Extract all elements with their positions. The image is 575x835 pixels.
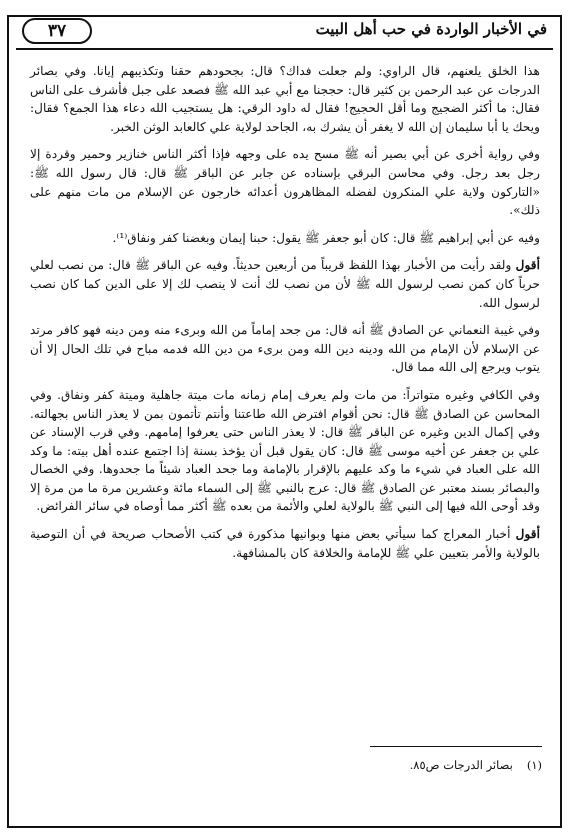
paragraph-text: وفي الكافي وغيره متواتراً: من مات ولم يعرف إمام زمانه مات ميتة جاهلية وميتة كفر ونفاق. وفي المحاسن عن الصادق ﷺ قال: نحن أقوام افترض الله طاعتنا وأنتم تأتمون بمن لا يعذر الناس بجهالته. وفي إكمال الدين وغيره عن الباقر ﷺ قال: لا يعذر الناس حتى يعرفوا إمامهم. وفي قرب الإسناد عن علي بن جعفر عن أخيه موسى ﷺ قال: كان يقول قبل أن يؤخذ بسنة إذا اجتمع عنده أهل بيته: ما وكد الله على العباد في شيء ما وكد عليهم بالإقرار بالإمامة وما جحد العباد شيئاً ما جحدوها. وفي الخصال والبصائر بسند معتبر عن الصادق ﷺ قال: عرج بالنبي ﷺ إلى السماء مائة وعشرين مرة ما من مرة إلا وقد أوحى الله فيها إلى النبي ﷺ بالولاية لعلي والأئمة من بعده ﷺ أكثر مما أوصاه في سائر الفرائض. bbox=[30, 387, 540, 514]
paragraph bbox=[30, 256, 540, 312]
paragraph-text: وفي رواية أخرى عن أبي بصير أنه ﷺ مسح يده على وجهه فإذا أكثر الناس خنازير وحمير وقردة إلا رجل بعد رجل. وفي محاسن البرقي بإسناده عن جابر عن الباقر ﷺ قال: قال رسول الله ﷺ: «التاركون ولاية علي المنكرون لفضله المظاهرون أعدائه خارجون عن الإسلام من مات منهم على ذلك». bbox=[30, 147, 540, 218]
paragraph bbox=[30, 62, 540, 136]
header-rule bbox=[16, 48, 553, 50]
footnote-text: بصائر الدرجات ص٨٥. bbox=[409, 758, 513, 772]
page-number: ٣٧ bbox=[22, 18, 92, 44]
paragraph-text: ولقد رأيت من الأخبار بهذا اللفظ قريباً من أربعين حديثاً. وفيه عن الباقر ﷺ قال: من نصب لعلي حرباً كان كمن نصب لرسول الله ﷺ لأن من نصب لك أنت لا ينصب لك إلا على الدين كما كان نصب لرسول الله. bbox=[30, 258, 540, 310]
footnote-mark: (١) bbox=[526, 758, 542, 772]
paragraph-text: وفيه عن أبي إبراهيم ﷺ قال: كان أبو جعفر ﷺ يقول: حبنا إيمان وبغضنا كفر ونفاق⁽¹⁾. bbox=[112, 230, 540, 245]
page-header bbox=[16, 18, 555, 48]
header-title: في الأخبار الواردة في حب أهل البيت bbox=[315, 20, 547, 38]
paragraph bbox=[30, 321, 540, 377]
paragraph-text: وفي غيبة النعماني عن الصادق ﷺ أنه قال: من جحد إماماً من الله وبرىء منه ومن دينه فهو كافر مرتد عن الإسلام لأن الإمام من الله ودينه دين الله ومن برىء من دين الله فدمه مباح في تلك الحال إلا أن يتوب ويرجع إلى الله مما قال. bbox=[30, 323, 540, 375]
paragraph-lead: أقول bbox=[515, 258, 540, 273]
page-body bbox=[30, 62, 540, 564]
footnote-rule bbox=[370, 746, 542, 747]
paragraph-text: هذا الخلق يلعنهم، قال الراوي: ولم جعلت فداك؟ قال: بجحودهم حقنا وتكذيبهم إيانا. وفي بصائر الدرجات عن عبد الرحمن بن كثير قال: حججنا مع أبي عبد الله ﷺ فصعد على جبل فأشرف على الناس فقال: ما أكثر الضجيج وما أقل الحجيج! فقال له داود الرقي: هل يستجيب الله دعاء هذا الجمع؟ فقال: ويحك يا أبا سليمان إن الله لا يغفر أن يشرك به، الجاحد لولاية علي كالعابد الوثن الخبر. bbox=[30, 64, 540, 134]
paragraph bbox=[30, 525, 540, 562]
paragraph bbox=[30, 229, 540, 248]
paragraph-text: أخبار المعراج كما سيأتي بعض منها وبوانيها مذكورة في كتب الأصحاب صريحة في أن التوصية بالولاية والأمر بتعيين علي ﷺ للإمامة والخلافة كان بالمشافهة. bbox=[30, 527, 540, 560]
paragraph bbox=[30, 145, 540, 219]
paragraph bbox=[30, 386, 540, 516]
paragraph-lead: أقول bbox=[515, 527, 540, 542]
footnote bbox=[410, 758, 542, 772]
